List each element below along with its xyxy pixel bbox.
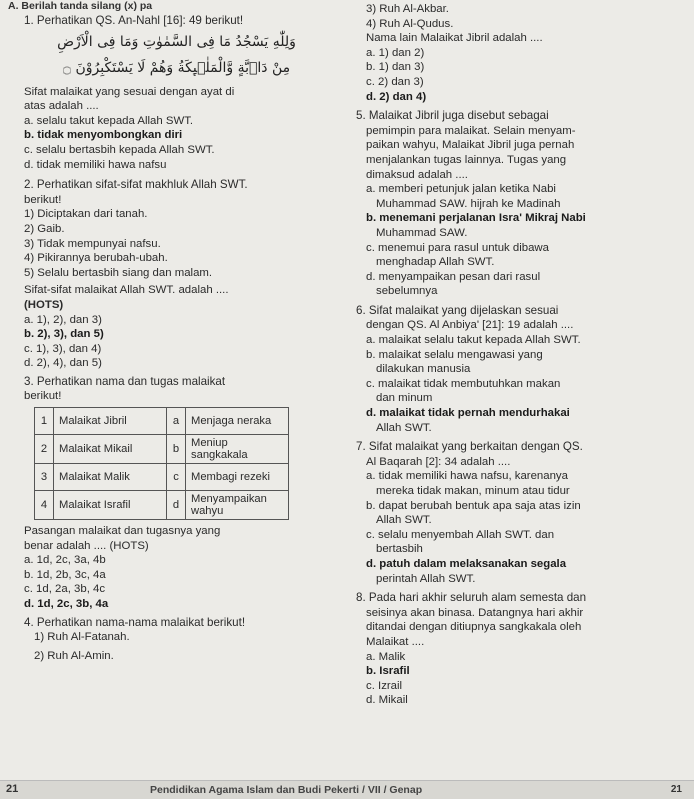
question-3 [24,375,329,612]
section-header: A. Berilah tanda silang (x) pa [8,0,153,12]
q3-option-a[interactable]: a. 1d, 2c, 3a, 4b [24,554,106,567]
q7-option-c[interactable]: c. selalu menyembah Allah SWT. dan [366,528,555,541]
q5-option-b-cont: Muhammad SAW. [376,226,468,239]
q6-option-a[interactable]: a. malaikat selalu takut kepada Allah SWT. [366,334,581,347]
q1-arabic-line-1: وَلِلّٰهِ يَسْجُدُ مَا فِى السَّمٰوٰتِ وَمَا فِى الْاَرْضِ [57,33,296,50]
q1-arabic-line-2: مِنْ دَاۤبَّةٍ وَّالْمَلٰۤىِٕكَةُ وَهُمْ لَا يَسْتَكْبِرُوْنَ ۝ [62,59,291,76]
table-cell-key: a [167,408,186,435]
table-cell-angel: Malaikat Malik [54,464,167,491]
q6-prompt-2: dengan QS. Al Anbiya' [21]: 19 adalah .... [366,319,574,332]
q4-item-1: 1) Ruh Al-Fatanah. [34,631,130,644]
table-cell-key: d [167,491,186,520]
q8-option-a[interactable]: a. Malik [366,650,406,663]
table-cell-number: 1 [35,408,54,435]
q4-option-b[interactable]: b. 1) dan 3) [366,61,425,74]
q7-prompt-1: 7. Sifat malaikat yang berkaitan dengan QS. [356,440,583,454]
q3-option-c[interactable]: c. 1d, 2a, 3b, 4c [24,583,106,596]
footer-title: Pendidikan Agama Islam dan Budi Pekerti / VII / Genap [150,784,423,796]
q1-option-d[interactable]: d. tidak memiliki hawa nafsu [24,158,167,171]
q1-option-a[interactable]: a. selalu takut kepada Allah SWT. [24,114,194,127]
q5-option-c-cont: menghadap Allah SWT. [376,256,495,269]
q8-prompt-2: seisinya akan binasa. Datangnya hari akhir [366,606,584,619]
q3-option-d[interactable]: d. 1d, 2c, 3b, 4a [24,598,109,611]
q2-item-2: 2) Gaib. [24,222,65,235]
q4-item-3: 3) Ruh Al-Akbar. [366,3,449,15]
q3-stem-1: Pasangan malaikat dan tugasnya yang [24,525,221,538]
q4-option-d[interactable]: d. 2) dan 4) [366,90,427,103]
q1-option-b[interactable]: b. tidak menyombongkan diri [24,129,183,142]
q7-option-a[interactable]: a. tidak memiliki hawa nafsu, karenanya [366,470,568,483]
page-number-right: 21 [670,784,682,795]
table-row [35,464,289,491]
q5-option-c[interactable]: c. menemui para rasul untuk dibawa [366,241,549,254]
left-column [24,14,329,663]
q4-option-c[interactable]: c. 2) dan 3) [366,75,424,88]
q7-option-d-cont: perintah Allah SWT. [376,572,476,585]
q6-option-c-cont: dan minum [376,392,433,405]
q8-prompt-1: 8. Pada hari akhir seluruh alam semesta dan [356,591,587,605]
table-cell-task: Menyampaikan wahyu [186,491,289,520]
q5-option-a-cont: Muhammad SAW. hijrah ke Madinah [376,197,561,210]
q5-line-5: dimaksud adalah .... [366,168,468,181]
table-cell-task: Menjaga neraka [186,408,289,435]
q5-option-a[interactable]: a. memberi petunjuk jalan ketika Nabi [366,183,556,196]
q4-prompt: 4. Perhatikan nama-nama malaikat berikut! [24,615,246,629]
question-2 [24,178,329,371]
q7-prompt-2: Al Baqarah [2]: 34 adalah .... [366,455,511,468]
q7-option-b-cont: Allah SWT. [376,514,432,527]
q5-line-1: 5. Malaikat Jibril juga disebut sebagai [356,109,549,123]
page-footer [0,780,694,799]
q3-option-b[interactable]: b. 1d, 2b, 3c, 4a [24,568,106,581]
question-4-continued [356,2,686,104]
q6-option-b-cont: dilakukan manusia [376,363,471,376]
q1-prompt: 1. Perhatikan QS. An-Nahl [16]: 49 berikut! [24,14,244,27]
q8-prompt-4: Malaikat .... [366,635,425,648]
q8-option-b[interactable]: b. Israfil [366,665,410,678]
q5-option-d-cont: sebelumnya [376,285,438,298]
table-cell-angel: Malaikat Jibril [54,408,167,435]
table-row [35,435,289,464]
table-cell-number: 3 [35,464,54,491]
q4-item-4: 4) Ruh Al-Qudus. [366,17,454,30]
q2-prompt: 2. Perhatikan sifat-sifat makhluk Allah SWT. [24,178,248,192]
q6-option-c[interactable]: c. malaikat tidak membutuhkan makan [366,377,561,390]
q7-option-a-cont: mereka tidak makan, minum atau tidur [376,485,570,497]
q1-stem-1: Sifat malaikat yang sesuai dengan ayat di [24,85,235,98]
table-cell-angel: Malaikat Mikail [54,435,167,464]
q5-option-b[interactable]: b. menemani perjalanan Isra' Mikraj Nabi [366,212,586,225]
right-column [356,2,686,708]
q3-prompt: 3. Perhatikan nama dan tugas malaikat [24,374,226,388]
q5-line-3: paikan wahyu, Malaikat Jibril juga pernah [366,139,575,152]
q5-line-4: menjalankan tugas lainnya. Tugas yang [366,153,567,166]
table-cell-angel: Malaikat Israfil [54,491,167,520]
table-cell-task: Meniup sangkakala [186,435,289,464]
question-4 [24,616,329,664]
question-6 [356,304,686,435]
q7-option-b[interactable]: b. dapat berubah bentuk apa saja atas izin [366,499,581,512]
q2-item-5: 5) Selalu bertasbih siang dan malam. [24,266,213,279]
q2-item-1: 1) Diciptakan dari tanah. [24,208,148,221]
q2-hots-label: (HOTS) [24,298,64,311]
q4-item-2: 2) Ruh Al-Amin. [34,649,114,662]
q8-prompt-3: ditandai dengan ditiupnya sangkakala oleh [366,621,582,634]
q5-option-d[interactable]: d. menyampaikan pesan dari rasul [366,270,541,283]
q2-option-a[interactable]: a. 1), 2), dan 3) [24,313,102,326]
q2-option-c[interactable]: c. 1), 3), dan 4) [24,342,102,355]
question-5 [356,109,686,299]
q7-option-c-cont: bertasbih [376,543,423,556]
q4-stem: Nama lain Malaikat Jibril adalah .... [366,32,543,45]
q3-stem-2: benar adalah .... (HOTS) [24,539,149,552]
table-cell-number: 2 [35,435,54,464]
table-cell-task: Membagi rezeki [186,464,289,491]
table-cell-number: 4 [35,491,54,520]
question-8 [356,591,686,708]
q6-prompt-1: 6. Sifat malaikat yang dijelaskan sesuai [356,303,559,317]
q3-matching-table [34,407,289,520]
q8-option-d[interactable]: d. Mikail [366,694,408,707]
q7-option-d[interactable]: d. patuh dalam melaksanakan segala [366,557,567,570]
q2-stem: Sifat-sifat malaikat Allah SWT. adalah .... [24,284,229,297]
q4-option-a[interactable]: a. 1) dan 2) [366,46,425,59]
table-row [35,491,289,520]
q6-option-d[interactable]: d. malaikat tidak pernah mendurhakai [366,407,570,420]
q3-prompt-2: berikut! [24,390,62,403]
page-number-left: 21 [6,783,19,795]
q2-prompt-2: berikut! [24,193,62,206]
table-cell-key: b [167,435,186,464]
q8-option-c[interactable]: c. Izrail [366,679,403,692]
q6-option-d-cont: Allah SWT. [376,421,432,434]
q2-item-3: 3) Tidak mempunyai nafsu. [24,237,161,250]
q2-item-4: 4) Pikirannya berubah-ubah. [24,252,168,265]
table-row [35,408,289,435]
q1-option-c[interactable]: c. selalu bertasbih kepada Allah SWT. [24,143,215,156]
q6-option-b[interactable]: b. malaikat selalu mengawasi yang [366,348,543,361]
q5-line-2: pemimpin para malaikat. Selain menyam- [366,124,576,137]
question-1 [24,14,329,172]
table-cell-key: c [167,464,186,491]
q1-stem-2: atas adalah .... [24,100,99,113]
q2-option-b[interactable]: b. 2), 3), dan 5) [24,328,104,341]
question-7 [356,440,686,586]
q2-option-d[interactable]: d. 2), 4), dan 5) [24,357,102,370]
